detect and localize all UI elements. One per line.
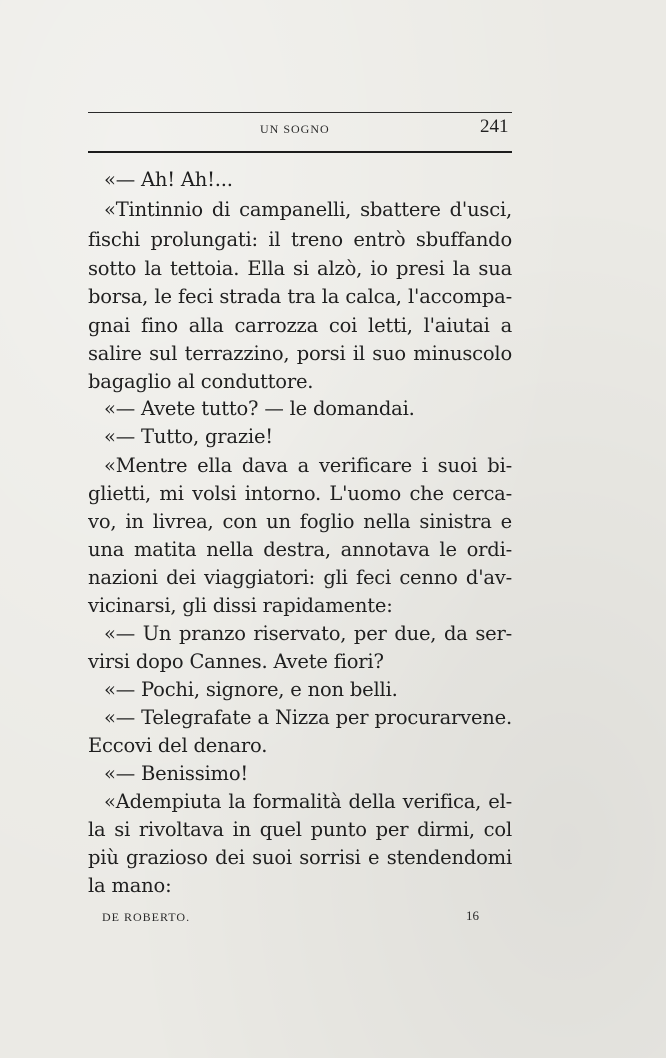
- header-rule: [88, 151, 512, 153]
- text-line: salire sul terrazzino, porsi il suo minuscolo: [88, 342, 512, 365]
- text-line: «— Avete tutto? — le domandai.: [104, 397, 415, 420]
- text-line: sotto la tettoia. Ella si alzò, io presi la sua: [88, 257, 512, 280]
- text-line: «— Pochi, signore, e non belli.: [104, 678, 398, 701]
- text-line: glietti, mi volsi intorno. L'uomo che cerca-: [88, 482, 512, 505]
- text-line: vo, in livrea, con un foglio nella sinistra e: [88, 510, 512, 533]
- footer-sheet-number: 16: [466, 908, 479, 923]
- text-line: Eccovi del denaro.: [88, 734, 268, 757]
- top-rule: [88, 112, 512, 113]
- text-line: fischi prolungati: il treno entrò sbuffando: [88, 228, 512, 251]
- text-line: «— Un pranzo riservato, per due, da ser-: [104, 622, 512, 645]
- text-line: più grazioso dei suoi sorrisi e stendendomi: [88, 846, 512, 869]
- text-line: nazioni dei viaggiatori: gli feci cenno d'av-: [88, 566, 512, 589]
- text-line: bagaglio al conduttore.: [88, 370, 314, 393]
- text-line: una matita nella destra, annotava le ordi-: [88, 538, 512, 561]
- text-line: «— Benissimo!: [104, 762, 249, 785]
- text-line: virsi dopo Cannes. Avete fiori?: [88, 650, 384, 673]
- text-line: vicinarsi, gli dissi rapidamente:: [88, 594, 393, 617]
- text-line: «Adempiuta la formalità della verifica, el-: [104, 790, 512, 813]
- text-line: «— Telegrafate a Nizza per procurarvene.: [104, 706, 512, 729]
- text-line: la si rivoltava in quel punto per dirmi, col: [88, 818, 512, 841]
- text-line: borsa, le feci strada tra la calca, l'accompa-: [88, 285, 512, 308]
- page-number: 241: [480, 116, 509, 137]
- text-line: «Mentre ella dava a verificare i suoi bi-: [104, 454, 512, 477]
- text-line: la mano:: [88, 874, 172, 897]
- footer-signature: DE ROBERTO.: [102, 910, 191, 924]
- text-line: «Tintinnio di campanelli, sbattere d'usci,: [104, 198, 512, 221]
- running-head: UN SOGNO: [260, 122, 330, 136]
- text-line: «— Tutto, grazie!: [104, 425, 273, 448]
- text-line: «— Ah! Ah!...: [104, 168, 233, 191]
- text-line: gnai fino alla carrozza coi letti, l'aiutai a: [88, 314, 512, 337]
